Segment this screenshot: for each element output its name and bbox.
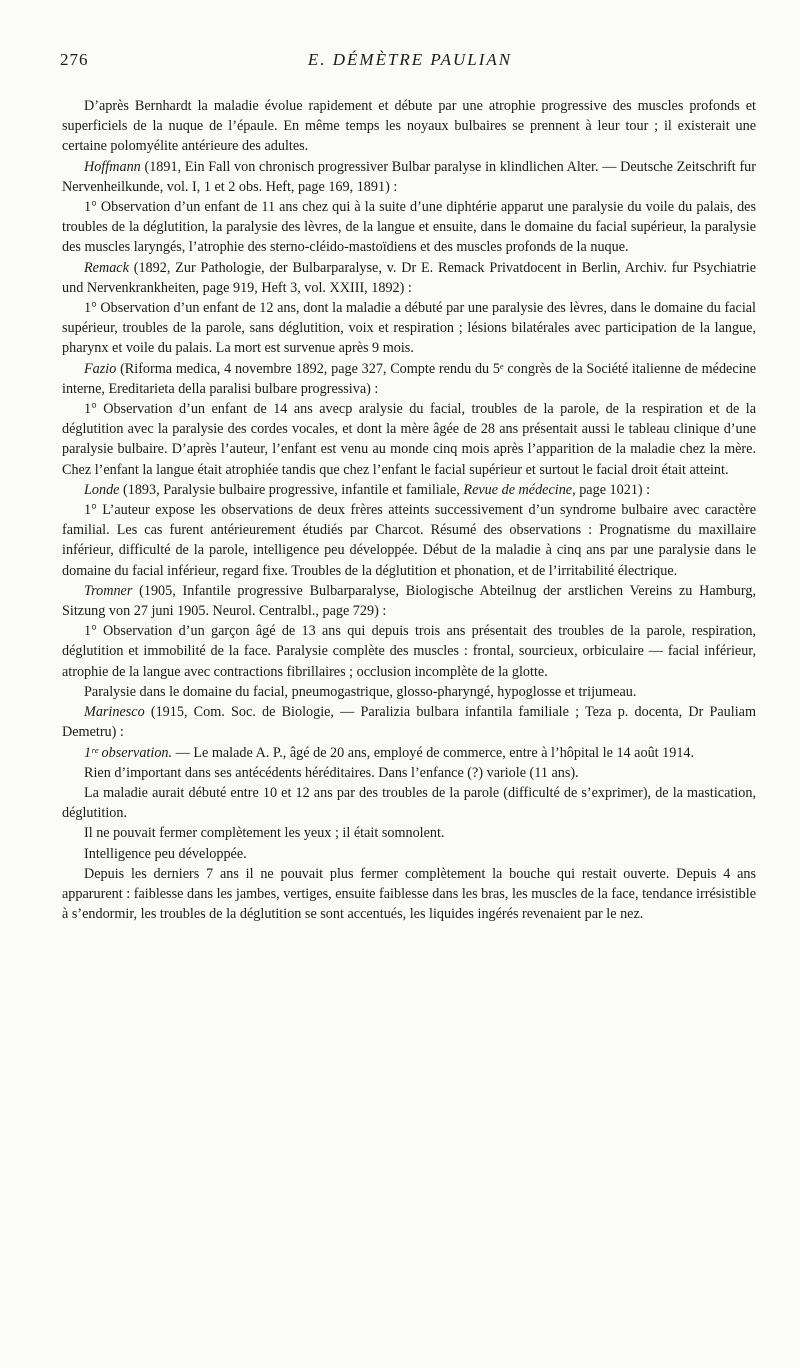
paragraph: Depuis les derniers 7 ans il ne pouvait plus fermer complètement la bouche qui restait ouverte. Depuis 4 ans apparurent : faiblesse dans les jambes, vertiges, ensuite faiblesse dans les bras, les muscles de la face, tendance irrésistible à s’endormir, les troubles de la déglutition se sont accentués, les liquides ingérés revenaient par le nez. — [62, 865, 756, 923]
paragraph: 1° Observation d’un enfant de 14 ans avecp aralysie du facial, troubles de la parole, de la respiration et de la déglutition avec la paralysie des cordes vocales, et dont la mère âgée de 28 ans présentait aussi le tableau clinique d’une paralysie bulbaire. D’après l’auteur, l’enfant est venu au monde cinq mois après l’apparition de la maladie chez la mère. Chez l’enfant la langue était atrophiée tandis que chez l’enfant le facial supérieur et surtout le facial droit était atteint. — [62, 401, 756, 478]
paragraph: Londe (1893, Paralysie bulbaire progressive, infantile et familiale, Revue de médecine, page 1021) : — [84, 481, 651, 498]
journal-title: Revue de médecine — [463, 481, 573, 498]
paragraph: 1° L’auteur expose les observations de deux frères atteints successivement d’un syndrome bulbaire avec caractère familial. Les cas furent antérieurement étudiés par Charcot. Résumé des observations : Prognatisme du maxillaire inférieur, difficulté de la parole, intelligence peu développée. Début de la maladie à cinq ans par une paralysie dans le domaine du facial inférieur, regard fixe. Troubles de la déglutition et phonation, et de l’irritabilité électrique. — [62, 502, 756, 579]
author-name: Remack — [84, 259, 129, 276]
paragraph: Fazio (Riforma medica, 4 novembre 1892, page 327, Compte rendu du 5ᵉ congrès de la Société italienne de médecine interne, Ereditarieta della paralisi bulbare progressiva) : — [62, 360, 756, 397]
observation-heading: 1ʳᵉ observation. — [84, 744, 173, 761]
paragraph: Remack (1892, Zur Pathologie, der Bulbarparalyse, v. Dr E. Remack Privatdocent in Berlin, Archiv. fur Psychiatrie und Nervenkrankheiten, page 919, Heft 3, vol. XXIII, 1892) : — [62, 259, 756, 296]
paragraph: 1° Observation d’un enfant de 12 ans, dont la maladie a débuté par une paralysie des lèvres, dans le domaine du facial supérieur, troubles de la parole, sans déglutition, voix et respiration ; lésions bilatérales avec participation de la langue, pharynx et voile du palais. La mort est survenue après 9 mois. — [62, 300, 756, 357]
paragraph: Il ne pouvait fermer complètement les yeux ; il était somnolent. — [84, 825, 445, 842]
paragraph: Paralysie dans le domaine du facial, pneumogastrique, glosso-pharyngé, hypoglosse et trijumeau. — [84, 683, 637, 700]
author-name: Marinesco — [84, 704, 145, 721]
author-name: Tromner — [84, 582, 133, 599]
paragraph: Marinesco (1915, Com. Soc. de Biologie, — Paralizia bulbara infantila familiale ; Teza p. docenta, Dr Pauliam Demetru) : — [62, 704, 756, 741]
paragraph: D’après Bernhardt la maladie évolue rapidement et débute par une atrophie progressive des muscles profonds et superficiels de la nuque de l’épaule. En même temps les noyaux bulbaires se prennent à leur tour ; il existerait une certaine polomyélite antérieure des adultes. — [62, 98, 756, 155]
paragraph: Rien d’important dans ses antécédents héréditaires. Dans l’enfance (?) variole (11 ans). — [84, 764, 579, 781]
paragraph: La maladie aurait débuté entre 10 et 12 ans par des troubles de la parole (difficulté de s’exprimer), de la mastication, déglutition. — [62, 784, 756, 822]
author-name: Hoffmann — [84, 158, 141, 175]
paragraph: 1° Observation d’un enfant de 11 ans chez qui à la suite d’une diphtérie apparut une paralysie du voile du palais, des troubles de la déglutition, la paralysie des lèvres, de la langue et ensuite, dans le domaine du facial supérieur, la paralysie des muscles laryngés, l’atrophie des sterno-cléido-mastoïdiens et des muscles profonds de la nuque. — [62, 199, 756, 256]
body-text — [62, 96, 756, 924]
paragraph: 1° Observation d’un garçon âgé de 13 ans qui depuis trois ans présentait des troubles de la parole, respiration, déglutition et immobilité de la face. Paralysie complète des muscles : frontal, sourcieux, orbiculaire — facial inférieur, atrophie de la langue avec contractions fibrillaires ; occlusion incomplète de la glotte. — [62, 623, 756, 680]
paragraph: Hoffmann (1891, Ein Fall von chronisch progressiver Bulbar paralyse in klindlichen Alter. — Deutsche Zeitschrift fur Nervenheilkunde, vol. I, 1 et 2 obs. Heft, page 169, 1891) : — [62, 158, 756, 195]
running-head: E. DÉMÈTRE PAULIAN — [307, 50, 513, 69]
paragraph: Tromner (1905, Infantile progressive Bulbarparalyse, Biologische Abteilnug der arstlichen Vereins zu Hamburg, Sitzung von 27 juni 1905. Neurol. Centralbl., page 729) : — [62, 582, 756, 620]
author-name: Londe — [84, 481, 120, 498]
page-number: 276 — [60, 50, 89, 69]
page-header — [60, 50, 760, 74]
paragraph: 1ʳᵉ observation. — Le malade A. P., âgé de 20 ans, employé de commerce, entre à l’hôpital le 14 août 1914. — [84, 744, 695, 761]
author-name: Fazio — [84, 360, 117, 377]
paragraph: Intelligence peu développée. — [84, 845, 247, 862]
